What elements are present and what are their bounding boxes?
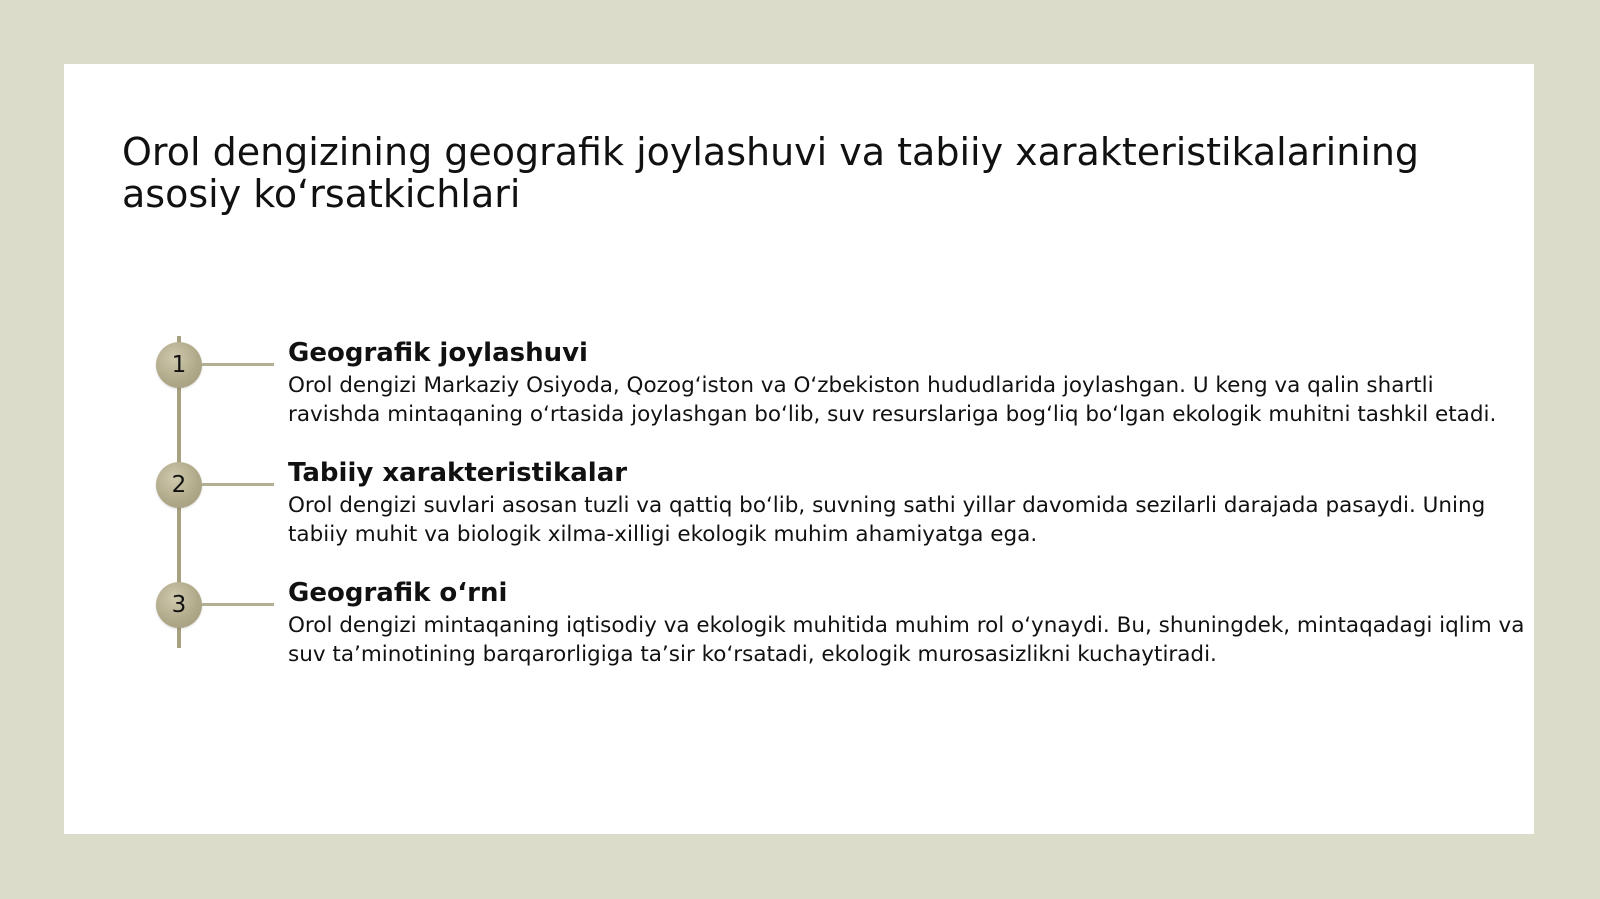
item-heading: Geografik o‘rni xyxy=(288,578,508,608)
item-heading: Tabiiy xarakteristikalar xyxy=(288,458,628,488)
timeline-item-3 xyxy=(288,577,1528,669)
marker-number: 2 xyxy=(171,472,187,498)
item-body: Orol dengizi suvlari asosan tuzli va qattiq bo‘lib, suvning sathi yillar davomida sezilarli darajada pasaydi. Uning tabiiy muhit va biologik xilma-xilligi ekologik muhim ahamiyatga ega. xyxy=(288,493,1486,547)
timeline-connector-2 xyxy=(202,483,274,486)
slide-card xyxy=(64,64,1534,834)
marker-number: 3 xyxy=(171,592,187,618)
timeline-marker-1 xyxy=(156,342,202,388)
slide-title: Orol dengizining geografik joylashuvi va tabiiy xarakteristikalarining asosiy ko‘rsatkichlari xyxy=(122,130,1420,216)
timeline-item-2 xyxy=(288,457,1528,549)
marker-number: 1 xyxy=(171,352,187,378)
item-body: Orol dengizi Markaziy Osiyoda, Qozog‘iston va O‘zbekiston hududlarida joylashgan. U keng va qalin shartli ravishda mintaqaning o‘rtasida joylashgan bo‘lib, suv resurslariga bog‘liq bo‘lgan ekologik muhitni tashkil etadi. xyxy=(288,373,1497,427)
timeline-marker-2 xyxy=(156,462,202,508)
timeline-marker-3 xyxy=(156,582,202,628)
timeline-connector-3 xyxy=(202,603,274,606)
item-heading: Geografik joylashuvi xyxy=(288,338,588,368)
timeline-item-1 xyxy=(288,337,1528,429)
item-body: Orol dengizi mintaqaning iqtisodiy va ekologik muhitida muhim rol o‘ynaydi. Bu, shuningdek, mintaqadagi iqlim va suv ta’minotining barqarorligiga ta’sir ko‘rsatadi, ekologik murosasizlikni kuchaytiradi. xyxy=(288,613,1525,667)
timeline-connector-1 xyxy=(202,363,274,366)
